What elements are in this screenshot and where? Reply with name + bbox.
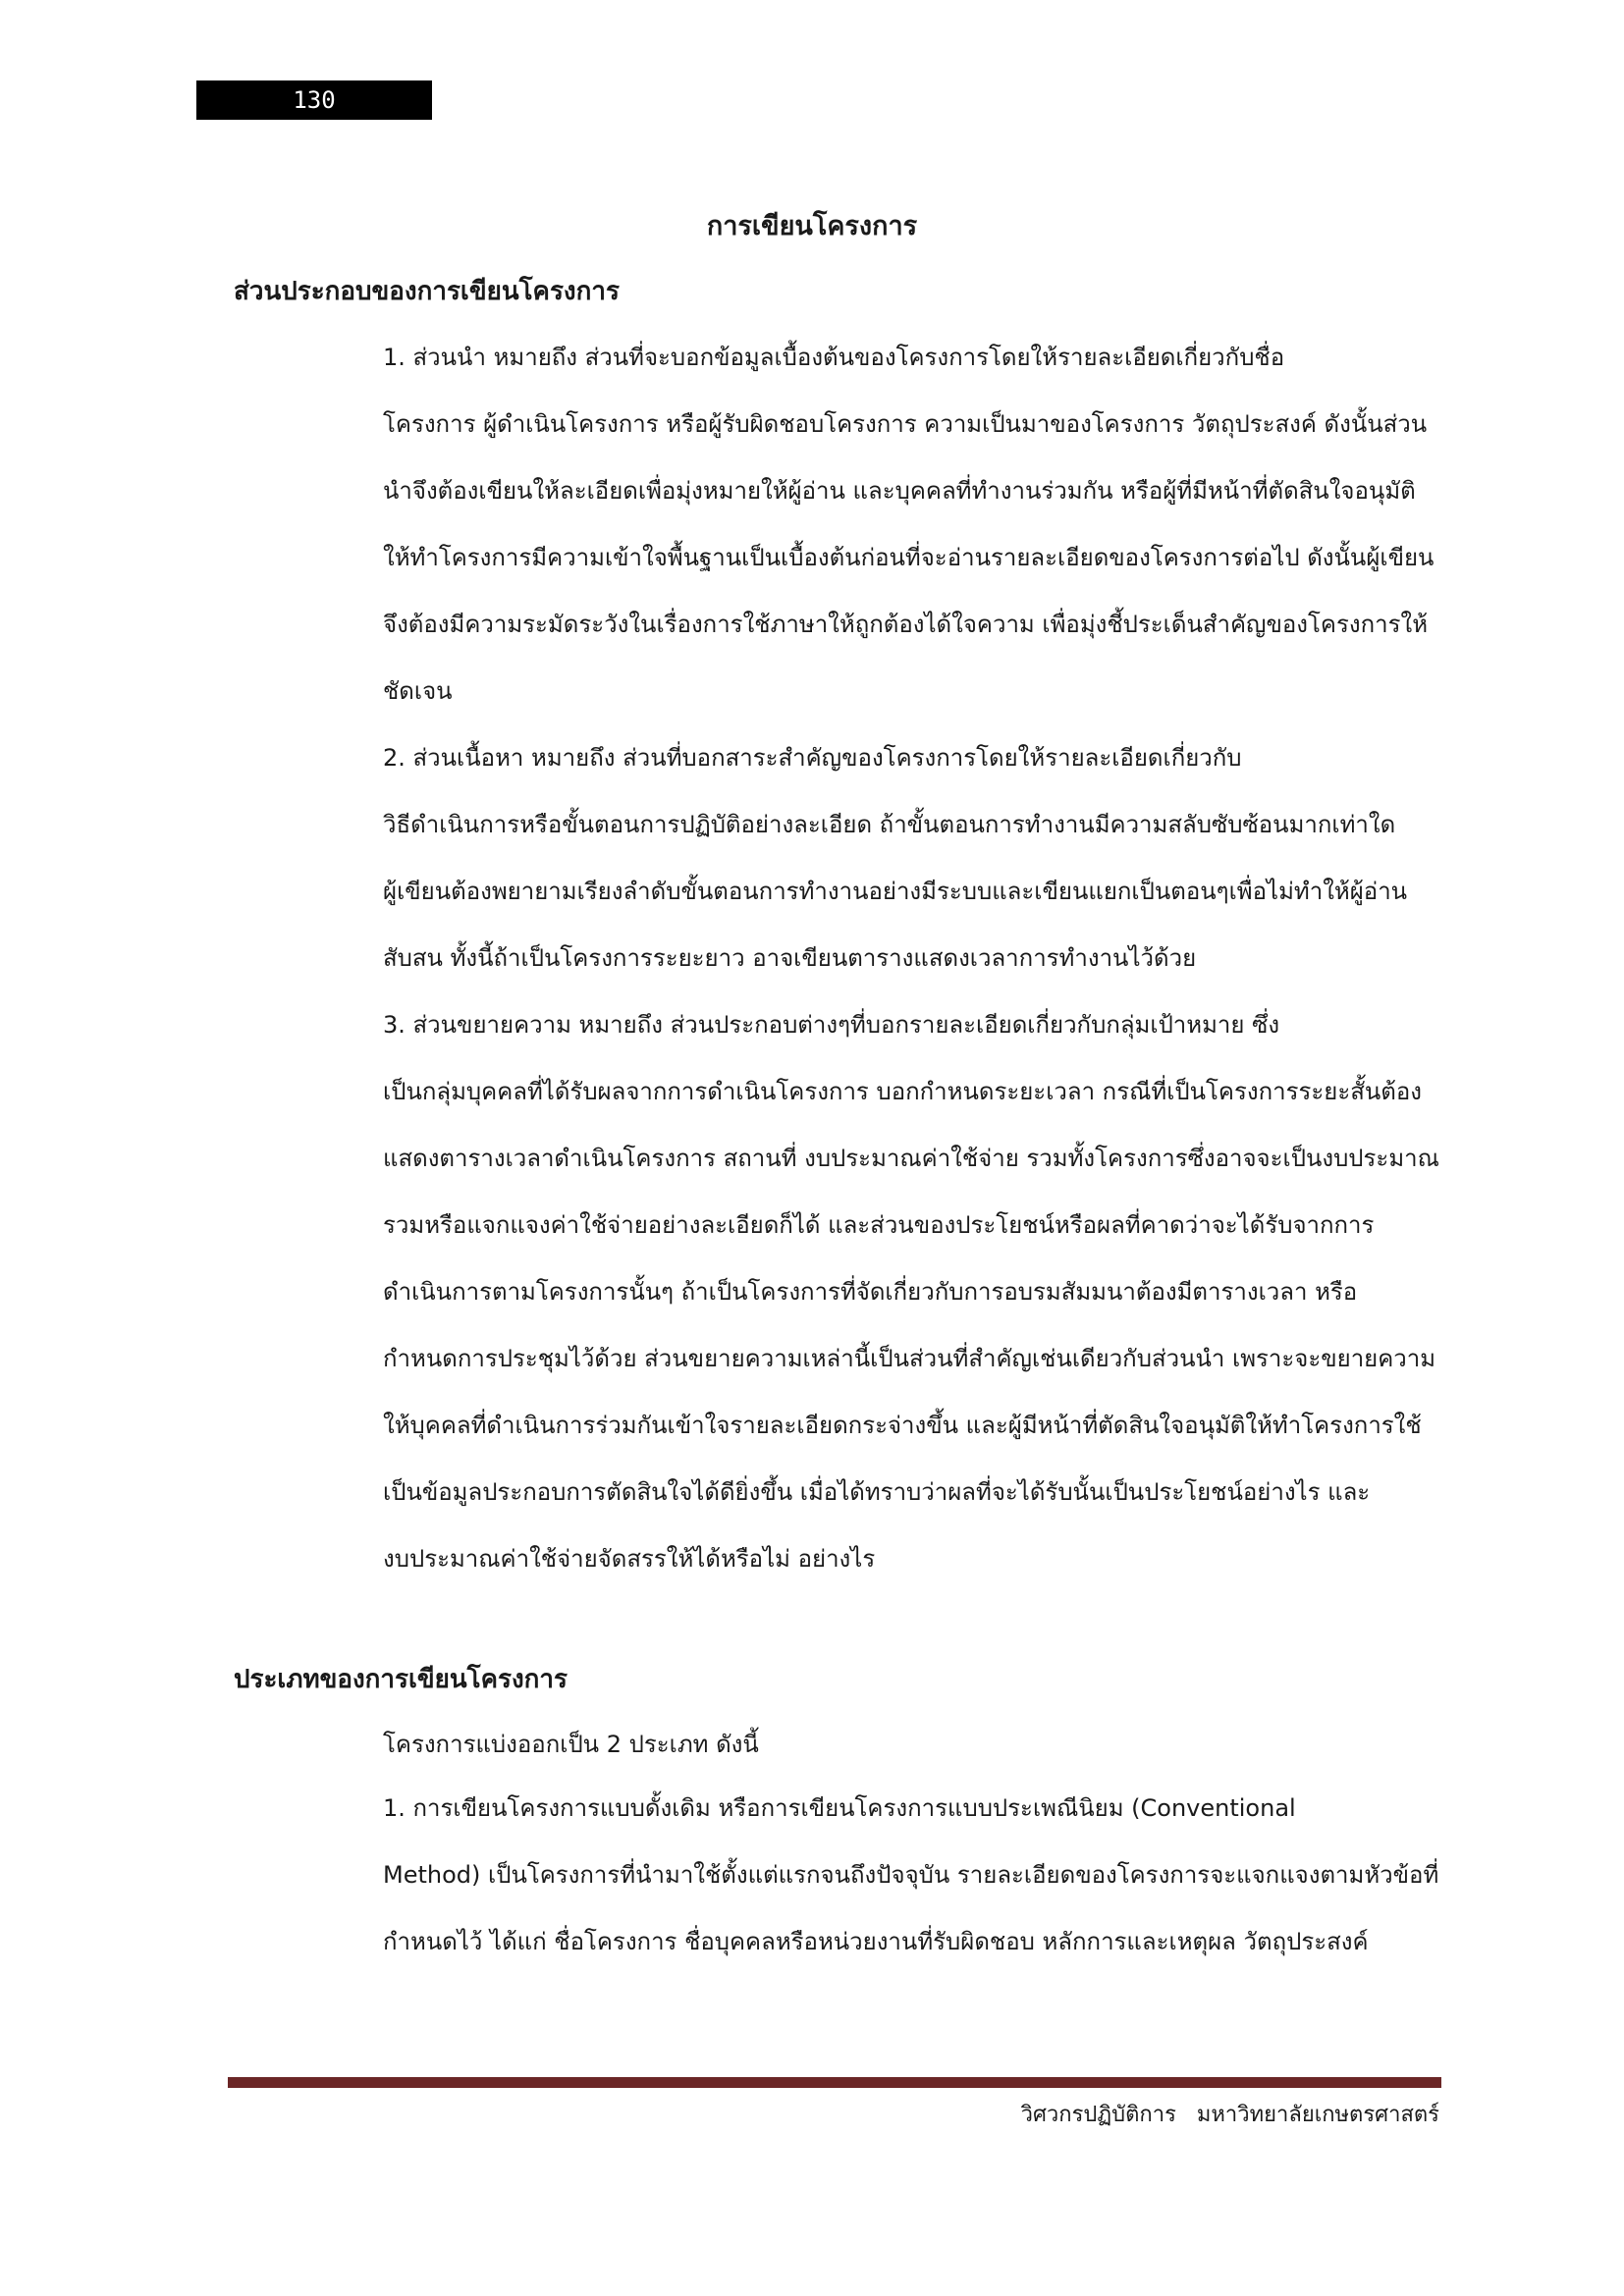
types-intro: โครงการแบ่งออกเป็น 2 ประเภท ดังนี้ [383, 1731, 759, 1758]
text-line: Method) เป็นโครงการที่นำมาใช้ตั้งแต่แรกจนถึงปัจจุบัน รายละเอียดของโครงการจะแจกแจงตามหัวข้อที่ [383, 1861, 1439, 1889]
paragraph-extension-part [234, 991, 1439, 1592]
text-line: ให้ทำโครงการมีความเข้าใจพื้นฐานเป็นเบื้องต้นก่อนที่จะอ่านรายละเอียดของโครงการต่อไป ดังนั้นผู้เขียน [383, 544, 1435, 571]
text-line: รวมหรือแจกแจงค่าใช้จ่ายอย่างละเอียดก็ได้ และส่วนของประโยชน์หรือผลที่คาดว่าจะได้รับจากการ [383, 1211, 1375, 1239]
text-line: วิธีดำเนินการหรือขั้นตอนการปฏิบัติอย่างละเอียด ถ้าขั้นตอนการทำงานมีความสลับซับซ้อนมากเท่าใด [383, 811, 1396, 838]
text-line: 1. ส่วนนำ หมายถึง ส่วนที่จะบอกข้อมูลเบื้องต้นของโครงการโดยให้รายละเอียดเกี่ยวกับชื่อ [383, 344, 1285, 371]
text-line: ชัดเจน [383, 677, 453, 705]
paragraph-content-part [234, 724, 1422, 991]
page-title: การเขียนโครงการ [706, 211, 918, 241]
text-line: เป็นข้อมูลประกอบการตัดสินใจได้ดียิ่งขึ้น เมื่อได้ทราบว่าผลที่จะได้รับนั้นเป็นประโยชน์อย่างไร และ [383, 1478, 1371, 1506]
paragraph-intro-part [234, 324, 1435, 724]
text-line: จึงต้องมีความระมัดระวังในเรื่องการใช้ภาษาให้ถูกต้องได้ใจความ เพื่อมุ่งชี้ประเด็นสำคัญของโครงการให้ [383, 611, 1429, 638]
paragraph-conventional-method [234, 1775, 1439, 1975]
text-line: กำหนดการประชุมไว้ด้วย ส่วนขยายความเหล่านี้เป็นส่วนที่สำคัญเช่นเดียวกับส่วนนำ เพราะจะขยายความ [383, 1345, 1436, 1372]
section-heading-components: ส่วนประกอบของการเขียนโครงการ [234, 277, 620, 306]
text-line: นำจึงต้องเขียนให้ละเอียดเพื่อมุ่งหมายให้ผู้อ่าน และบุคคลที่ทำงานร่วมกัน หรือผู้ที่มีหน้าที่ตัดสินใจอนุมัติ [383, 477, 1416, 505]
text-line: กำหนดไว้ ได้แก่ ชื่อโครงการ ชื่อบุคคลหรือหน่วยงานที่รับผิดชอบ หลักการและเหตุผล วัตถุประสงค์ [383, 1928, 1369, 1955]
text-line: งบประมาณค่าใช้จ่ายจัดสรรให้ได้หรือไม่ อย่างไร [383, 1545, 876, 1573]
text-line: ผู้เขียนต้องพยายามเรียงลำดับขั้นตอนการทำงานอย่างมีระบบและเขียนแยกเป็นตอนๆเพื่อไม่ทำให้ผู้อ่าน [383, 878, 1408, 905]
page-number: 130 [196, 80, 432, 120]
text-line: 3. ส่วนขยายความ หมายถึง ส่วนประกอบต่างๆที่บอกรายละเอียดเกี่ยวกับกลุ่มเป้าหมาย ซึ่ง [383, 1011, 1280, 1039]
text-line: 2. ส่วนเนื้อหา หมายถึง ส่วนที่บอกสาระสำคัญของโครงการโดยให้รายละเอียดเกี่ยวกับ [383, 744, 1242, 772]
text-line: 1. การเขียนโครงการแบบดั้งเดิม หรือการเขียนโครงการแบบประเพณีนิยม (Conventional [383, 1794, 1296, 1822]
text-line: ให้บุคคลที่ดำเนินการร่วมกันเข้าใจรายละเอียดกระจ่างขึ้น และผู้มีหน้าที่ตัดสินใจอนุมัติให้ทำโครงการใช้ [383, 1412, 1422, 1439]
footer-text: วิศวกรปฏิบัติการ มหาวิทยาลัยเกษตรศาสตร์ [1020, 2103, 1439, 2127]
section-heading-types: ประเภทของการเขียนโครงการ [234, 1665, 568, 1694]
text-line: เป็นกลุ่มบุคคลที่ได้รับผลจากการดำเนินโครงการ บอกกำหนดระยะเวลา กรณีที่เป็นโครงการระยะสั้นต้อง [383, 1078, 1422, 1105]
text-line: ดำเนินการตามโครงการนั้นๆ ถ้าเป็นโครงการที่จัดเกี่ยวกับการอบรมสัมมนาต้องมีตารางเวลา หรือ [383, 1278, 1358, 1306]
text-line: แสดงตารางเวลาดำเนินโครงการ สถานที่ งบประมาณค่าใช้จ่าย รวมทั้งโครงการซึ่งอาจจะเป็นงบประมาณ [383, 1145, 1439, 1172]
text-line: สับสน ทั้งนี้ถ้าเป็นโครงการระยะยาว อาจเขียนตารางแสดงเวลาการทำงานไว้ด้วย [383, 944, 1197, 972]
text-line: โครงการ ผู้ดำเนินโครงการ หรือผู้รับผิดชอบโครงการ ความเป็นมาของโครงการ วัตถุประสงค์ ดังนั้นส่วน [383, 410, 1428, 438]
footer-rule [228, 2077, 1441, 2088]
